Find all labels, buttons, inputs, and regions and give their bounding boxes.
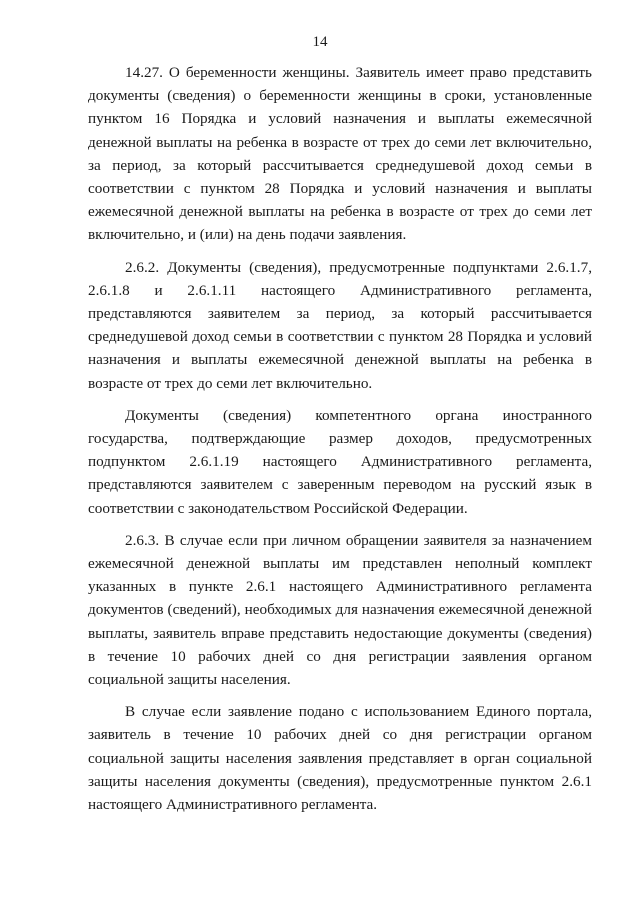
page-number: 14 xyxy=(312,34,328,50)
paragraph-2-6-3: 2.6.3. В случае если при личном обращении заявителя за назначением ежемесячной денежной выплаты им представлен неполный комплект указанных в пункте 2.6.1 настоящего Административного регламента документов (сведений), необходимых для назначения ежемесячной денежной выплаты, заявитель вправе представить недостающие документы (сведения) в течение 10 рабочих дней со дня регистрации заявления органом социальной защиты населения. xyxy=(88,531,592,689)
document-body xyxy=(88,61,592,816)
paragraph-14-27: 14.27. О беременности женщины. Заявитель имеет право представить документы (сведения) о беременности женщины в сроки, установленные пунктом 16 Порядка и условий назначения и выплаты ежемесячной денежной выплаты на ребенка в возрасте от трех до семи лет включительно, за период, за который рассчитывается среднедушевой доход семьи в соответствии с пунктом 28 Порядка и условий назначения и выплаты ежемесячной денежной выплаты на ребенка в возрасте от трех до семи лет включительно, и (или) на день подачи заявления. xyxy=(88,64,592,244)
paragraph-unified-portal: В случае если заявление подано с использованием Единого портала, заявитель в течение 10 рабочих дней со дня регистрации органом социальной защиты населения заявления представляет в орган социальной защиты населения документы (сведения), предусмотренные пунктом 2.6.1 настоящего Административного регламента. xyxy=(88,703,592,814)
paragraph-2-6-2: 2.6.2. Документы (сведения), предусмотренные подпунктами 2.6.1.7, 2.6.1.8 и 2.6.1.11 настоящего Административного регламента, представляются заявителем за период, за который рассчитывается среднедушевой доход семьи в соответствии с пунктом 28 Порядка и условий назначения и выплаты ежемесячной денежной выплаты на ребенка в возрасте от трех до семи лет включительно. xyxy=(88,258,592,392)
paragraph-foreign-documents: Документы (сведения) компетентного органа иностранного государства, подтверждающие размер доходов, предусмотренных подпунктом 2.6.1.19 настоящего Административного регламента, представляются заявителем с заверенным переводом на русский язык в соответствии с законодательством Российской Федерации. xyxy=(88,406,592,517)
